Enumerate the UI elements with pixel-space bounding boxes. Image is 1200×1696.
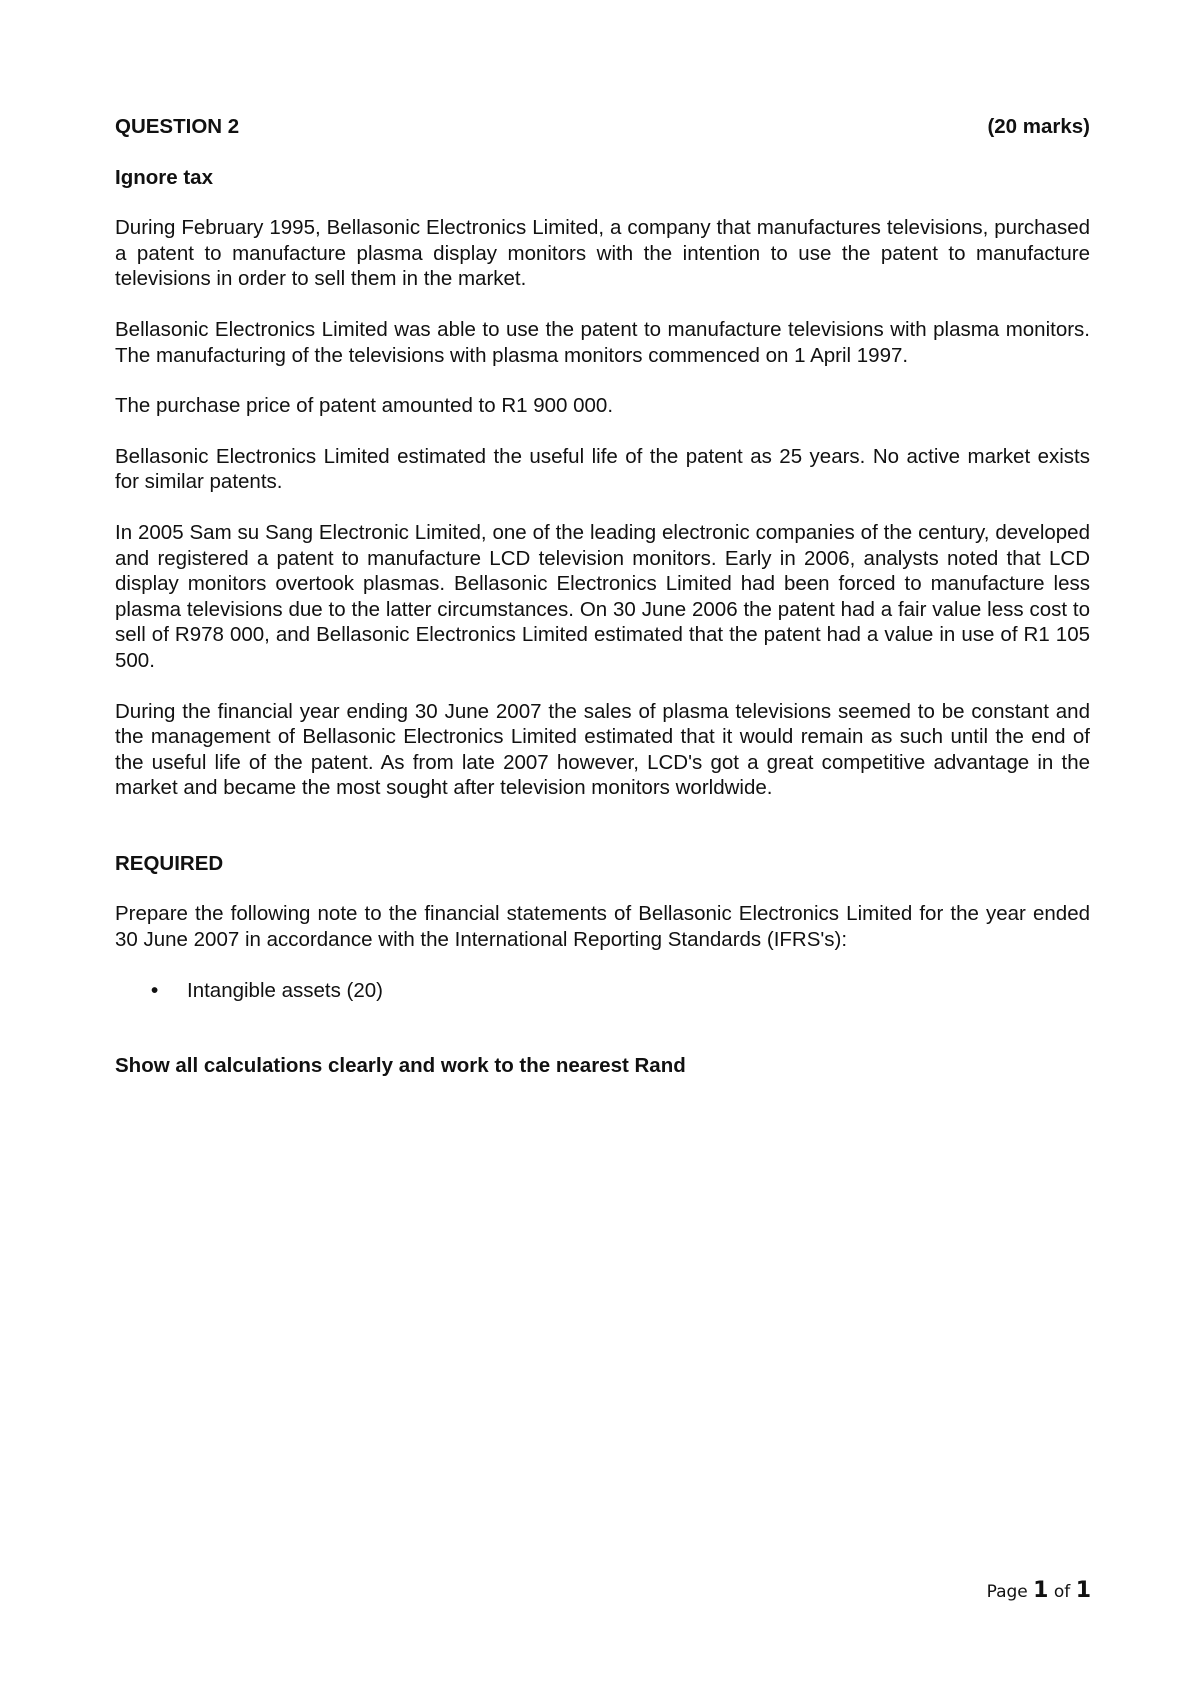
paragraph-2: Bellasonic Electronics Limited was able to use the patent to manufacture televisions with plasma monitors. The manufacturing of the televisions with plasma monitors commenced on 1 April 1997.: [115, 317, 1090, 367]
subheading-ignore-tax: Ignore tax: [115, 165, 213, 189]
paragraph-3: The purchase price of patent amounted to R1 900 000.: [115, 394, 614, 418]
question-title: QUESTION 2: [115, 115, 240, 138]
page-footer: [987, 1578, 1091, 1603]
page-label: Page: [986, 1582, 1028, 1602]
list-item-label: Intangible assets (20): [187, 978, 384, 1002]
required-list: [115, 978, 1090, 1004]
paragraph-5: In 2005 Sam su Sang Electronic Limited, one of the leading electronic companies of the century, developed and registered a patent to manufacture LCD television monitors. Early in 2006, analysts noted that LCD display monitors overtook plasmas. Bellasonic Electronics Limited had been forced to manufacture less plasma televisions due to the latter circumstances. On 30 June 2006 the patent had a fair value less cost to sell of R978 000, and Bellasonic Electronics Limited estimated that the patent had a value in use of R1 105 500.: [115, 520, 1090, 672]
of-label: of: [1053, 1582, 1071, 1602]
list-item: [115, 978, 1090, 1004]
page-total: 1: [1075, 1578, 1091, 1603]
required-instruction: Prepare the following note to the financial statements of Bellasonic Electronics Limited for the year ended 30 June 2007 in accordance with the International Reporting Standards (IFRS's):: [115, 902, 1090, 952]
required-heading: REQUIRED: [115, 851, 224, 875]
paragraph-4: Bellasonic Electronics Limited estimated the useful life of the patent as 25 years. No active market exists for similar patents.: [115, 444, 1090, 494]
closing-instruction: Show all calculations clearly and work to the nearest Rand: [115, 1054, 686, 1078]
question-marks: (20 marks): [987, 115, 1090, 138]
document-body: [115, 114, 1090, 1079]
question-header: [115, 114, 1090, 140]
page-number: 1: [1033, 1578, 1049, 1603]
paragraph-1: During February 1995, Bellasonic Electronics Limited, a company that manufactures televisions, purchased a patent to manufacture plasma display monitors with the intention to use the patent to manufacture televisions in order to sell them in the market.: [115, 216, 1090, 291]
paragraph-6: During the financial year ending 30 June 2007 the sales of plasma televisions seemed to be constant and the management of Bellasonic Electronics Limited estimated that it would remain as such until the end of the useful life of the patent. As from late 2007 however, LCD's got a great competitive advantage in the market and became the most sought after television monitors worldwide.: [115, 699, 1090, 800]
bullet-icon: •: [151, 978, 159, 1002]
